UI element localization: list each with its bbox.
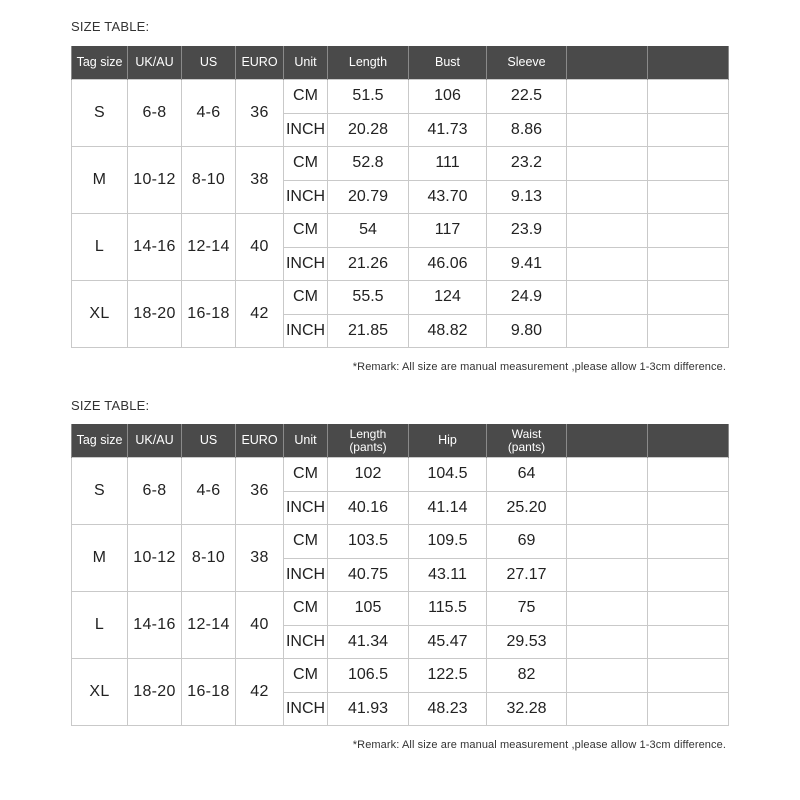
unit-cell: CM [284,592,328,626]
column-header-line: (pants) [507,439,546,454]
measurement-cell: 9.13 [487,180,567,214]
empty-cell [648,625,729,659]
column-header: Sleeve [487,46,567,80]
unit-cell: CM [284,525,328,559]
measurement-cell: 43.11 [409,558,487,592]
column-header [567,46,648,80]
euro-size-cell: 36 [236,80,284,147]
us-size-cell: 4-6 [182,80,236,147]
unit-cell: INCH [284,558,328,592]
empty-cell [648,147,729,181]
table-row [72,80,729,114]
size-table-1-remark: *Remark: All size are manual measurement ,please allow 1-3cm difference. [352,361,726,373]
table-row [72,147,729,181]
column-header [487,424,567,458]
unit-cell: CM [284,281,328,315]
measurement-cell: 109.5 [409,525,487,559]
empty-cell [648,80,729,114]
column-header-line: (pants) [349,439,387,454]
measurement-cell: 46.06 [409,247,487,281]
euro-size-cell: 42 [236,659,284,726]
measurement-cell: 51.5 [328,80,409,114]
euro-size-cell: 38 [236,525,284,592]
unit-cell: INCH [284,491,328,525]
measurement-cell: 43.70 [409,180,487,214]
column-header-line: Length [349,426,387,441]
empty-cell [567,147,648,181]
column-header: Hip [409,424,487,458]
measurement-cell: 20.79 [328,180,409,214]
measurement-cell: 27.17 [487,558,567,592]
size-table-2 [71,424,729,726]
empty-cell [648,214,729,248]
tag-size-cell: L [72,214,128,281]
measurement-cell: 105 [328,592,409,626]
measurement-cell: 64 [487,458,567,492]
size-table-2-title: SIZE TABLE: [71,398,150,413]
column-header: Tag size [72,46,128,80]
table-row [72,525,729,559]
euro-size-cell: 42 [236,281,284,348]
table-row [72,659,729,693]
measurement-cell: 9.41 [487,247,567,281]
measurement-cell: 55.5 [328,281,409,315]
tag-size-cell: M [72,525,128,592]
column-header: EURO [236,424,284,458]
empty-cell [648,281,729,315]
measurement-cell: 29.53 [487,625,567,659]
unit-cell: CM [284,214,328,248]
column-header: US [182,424,236,458]
measurement-cell: 21.85 [328,314,409,348]
empty-cell [648,692,729,726]
empty-cell [567,458,648,492]
euro-size-cell: 36 [236,458,284,525]
tag-size-cell: S [72,80,128,147]
unit-cell: INCH [284,113,328,147]
empty-cell [567,281,648,315]
empty-cell [648,180,729,214]
us-size-cell: 16-18 [182,281,236,348]
size-table-2-remark: *Remark: All size are manual measurement ,please allow 1-3cm difference. [352,739,726,751]
empty-cell [567,659,648,693]
column-header [328,424,409,458]
tag-size-cell: XL [72,659,128,726]
unit-cell: INCH [284,692,328,726]
uk-au-size-cell: 6-8 [128,458,182,525]
column-header [648,424,729,458]
tag-size-cell: XL [72,281,128,348]
header-row [72,424,729,458]
measurement-cell: 122.5 [409,659,487,693]
euro-size-cell: 40 [236,214,284,281]
uk-au-size-cell: 14-16 [128,214,182,281]
uk-au-size-cell: 10-12 [128,525,182,592]
empty-cell [567,214,648,248]
header-row [72,46,729,80]
measurement-cell: 111 [409,147,487,181]
column-header: Unit [284,46,328,80]
measurement-cell: 124 [409,281,487,315]
empty-cell [567,692,648,726]
measurement-cell: 82 [487,659,567,693]
column-header: Unit [284,424,328,458]
size-table-1-title: SIZE TABLE: [71,19,150,34]
measurement-cell: 52.8 [328,147,409,181]
measurement-cell: 25.20 [487,491,567,525]
tag-size-cell: S [72,458,128,525]
measurement-cell: 21.26 [328,247,409,281]
table-row [72,458,729,492]
unit-cell: CM [284,659,328,693]
measurement-cell: 23.2 [487,147,567,181]
measurement-cell: 69 [487,525,567,559]
empty-cell [567,113,648,147]
measurement-cell: 117 [409,214,487,248]
empty-cell [648,558,729,592]
column-header: UK/AU [128,46,182,80]
tag-size-cell: L [72,592,128,659]
measurement-cell: 20.28 [328,113,409,147]
empty-cell [648,113,729,147]
measurement-cell: 115.5 [409,592,487,626]
unit-cell: INCH [284,314,328,348]
empty-cell [567,592,648,626]
unit-cell: INCH [284,180,328,214]
empty-cell [567,525,648,559]
column-header: EURO [236,46,284,80]
empty-cell [567,314,648,348]
unit-cell: CM [284,458,328,492]
empty-cell [648,592,729,626]
empty-cell [648,314,729,348]
table-row [72,214,729,248]
measurement-cell: 48.82 [409,314,487,348]
us-size-cell: 8-10 [182,525,236,592]
empty-cell [567,80,648,114]
measurement-cell: 8.86 [487,113,567,147]
empty-cell [648,458,729,492]
column-header: Bust [409,46,487,80]
empty-cell [648,525,729,559]
table-row [72,281,729,315]
column-header: Tag size [72,424,128,458]
measurement-cell: 41.14 [409,491,487,525]
measurement-cell: 41.34 [328,625,409,659]
measurement-cell: 40.16 [328,491,409,525]
tag-size-cell: M [72,147,128,214]
us-size-cell: 4-6 [182,458,236,525]
measurement-cell: 104.5 [409,458,487,492]
measurement-cell: 41.73 [409,113,487,147]
measurement-cell: 45.47 [409,625,487,659]
empty-cell [648,659,729,693]
measurement-cell: 40.75 [328,558,409,592]
measurement-cell: 106 [409,80,487,114]
measurement-cell: 22.5 [487,80,567,114]
measurement-cell: 23.9 [487,214,567,248]
unit-cell: CM [284,80,328,114]
empty-cell [567,491,648,525]
column-header: UK/AU [128,424,182,458]
euro-size-cell: 40 [236,592,284,659]
column-header: US [182,46,236,80]
euro-size-cell: 38 [236,147,284,214]
column-header [567,424,648,458]
unit-cell: INCH [284,247,328,281]
us-size-cell: 12-14 [182,214,236,281]
measurement-cell: 75 [487,592,567,626]
empty-cell [648,491,729,525]
column-header-line: Waist [511,426,542,441]
measurement-cell: 106.5 [328,659,409,693]
measurement-cell: 103.5 [328,525,409,559]
us-size-cell: 16-18 [182,659,236,726]
empty-cell [648,247,729,281]
empty-cell [567,180,648,214]
size-table-1 [71,46,729,348]
uk-au-size-cell: 14-16 [128,592,182,659]
uk-au-size-cell: 6-8 [128,80,182,147]
us-size-cell: 12-14 [182,592,236,659]
empty-cell [567,625,648,659]
empty-cell [567,558,648,592]
measurement-cell: 54 [328,214,409,248]
measurement-cell: 102 [328,458,409,492]
unit-cell: INCH [284,625,328,659]
uk-au-size-cell: 18-20 [128,659,182,726]
us-size-cell: 8-10 [182,147,236,214]
column-header: Length [328,46,409,80]
measurement-cell: 9.80 [487,314,567,348]
uk-au-size-cell: 18-20 [128,281,182,348]
unit-cell: CM [284,147,328,181]
measurement-cell: 32.28 [487,692,567,726]
measurement-cell: 41.93 [328,692,409,726]
uk-au-size-cell: 10-12 [128,147,182,214]
measurement-cell: 48.23 [409,692,487,726]
measurement-cell: 24.9 [487,281,567,315]
table-row [72,592,729,626]
empty-cell [567,247,648,281]
column-header [648,46,729,80]
